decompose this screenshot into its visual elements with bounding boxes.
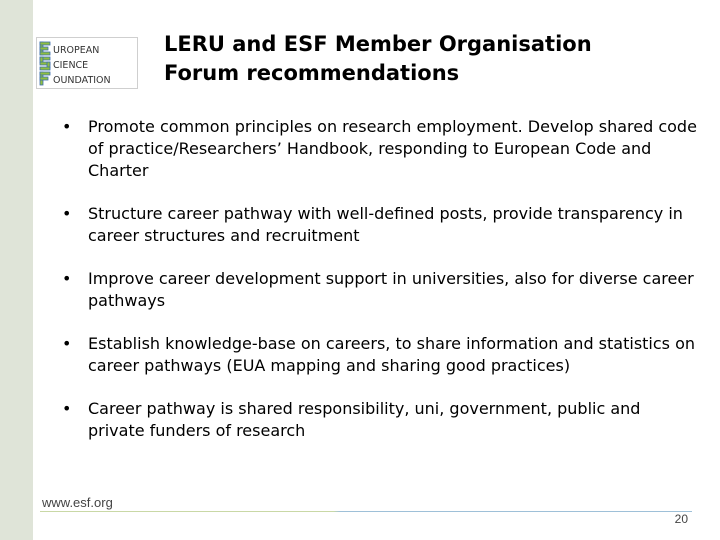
esf-logo-graphic	[36, 37, 138, 89]
bullet-dot-icon: •	[62, 334, 72, 353]
logo-line-european: UROPEAN	[53, 45, 100, 56]
bullet-dot-icon: •	[62, 204, 72, 223]
esf-logo	[36, 37, 138, 89]
bullet-list	[62, 116, 702, 463]
bullet-text: Promote common principles on research employment. Develop shared code of practice/Researchers’ Handbook, responding to European Code and Charter	[88, 117, 697, 180]
footer-url-link[interactable]: www.esf.org	[42, 495, 113, 510]
slide-title-line-1: LERU and ESF Member Organisation	[164, 32, 592, 56]
footer-divider	[40, 511, 692, 512]
bullet-dot-icon: •	[62, 117, 72, 136]
sidebar-band	[0, 0, 33, 540]
bullet-item	[62, 333, 702, 377]
bullet-text: Structure career pathway with well-defined posts, provide transparency in career structures and recruitment	[88, 204, 683, 245]
logo-line-science: CIENCE	[53, 60, 89, 71]
logo-letter-s	[40, 57, 50, 70]
bullet-item	[62, 398, 702, 442]
bullet-item	[62, 203, 702, 247]
bullet-dot-icon: •	[62, 399, 72, 418]
bullet-item	[62, 268, 702, 312]
bullet-dot-icon: •	[62, 269, 72, 288]
slide-title-line-2: Forum recommendations	[164, 61, 460, 85]
slide-title	[164, 30, 704, 88]
bullet-item	[62, 116, 702, 182]
bullet-text: Establish knowledge-base on careers, to share information and statistics on career pathways (EUA mapping and sharing good practices)	[88, 334, 696, 375]
bullet-text: Improve career development support in universities, also for diverse career pathways	[88, 269, 694, 310]
page-number: 20	[674, 512, 688, 526]
bullet-text: Career pathway is shared responsibility, uni, government, public and private funders of research	[88, 399, 641, 440]
logo-line-foundation: OUNDATION	[53, 75, 111, 86]
